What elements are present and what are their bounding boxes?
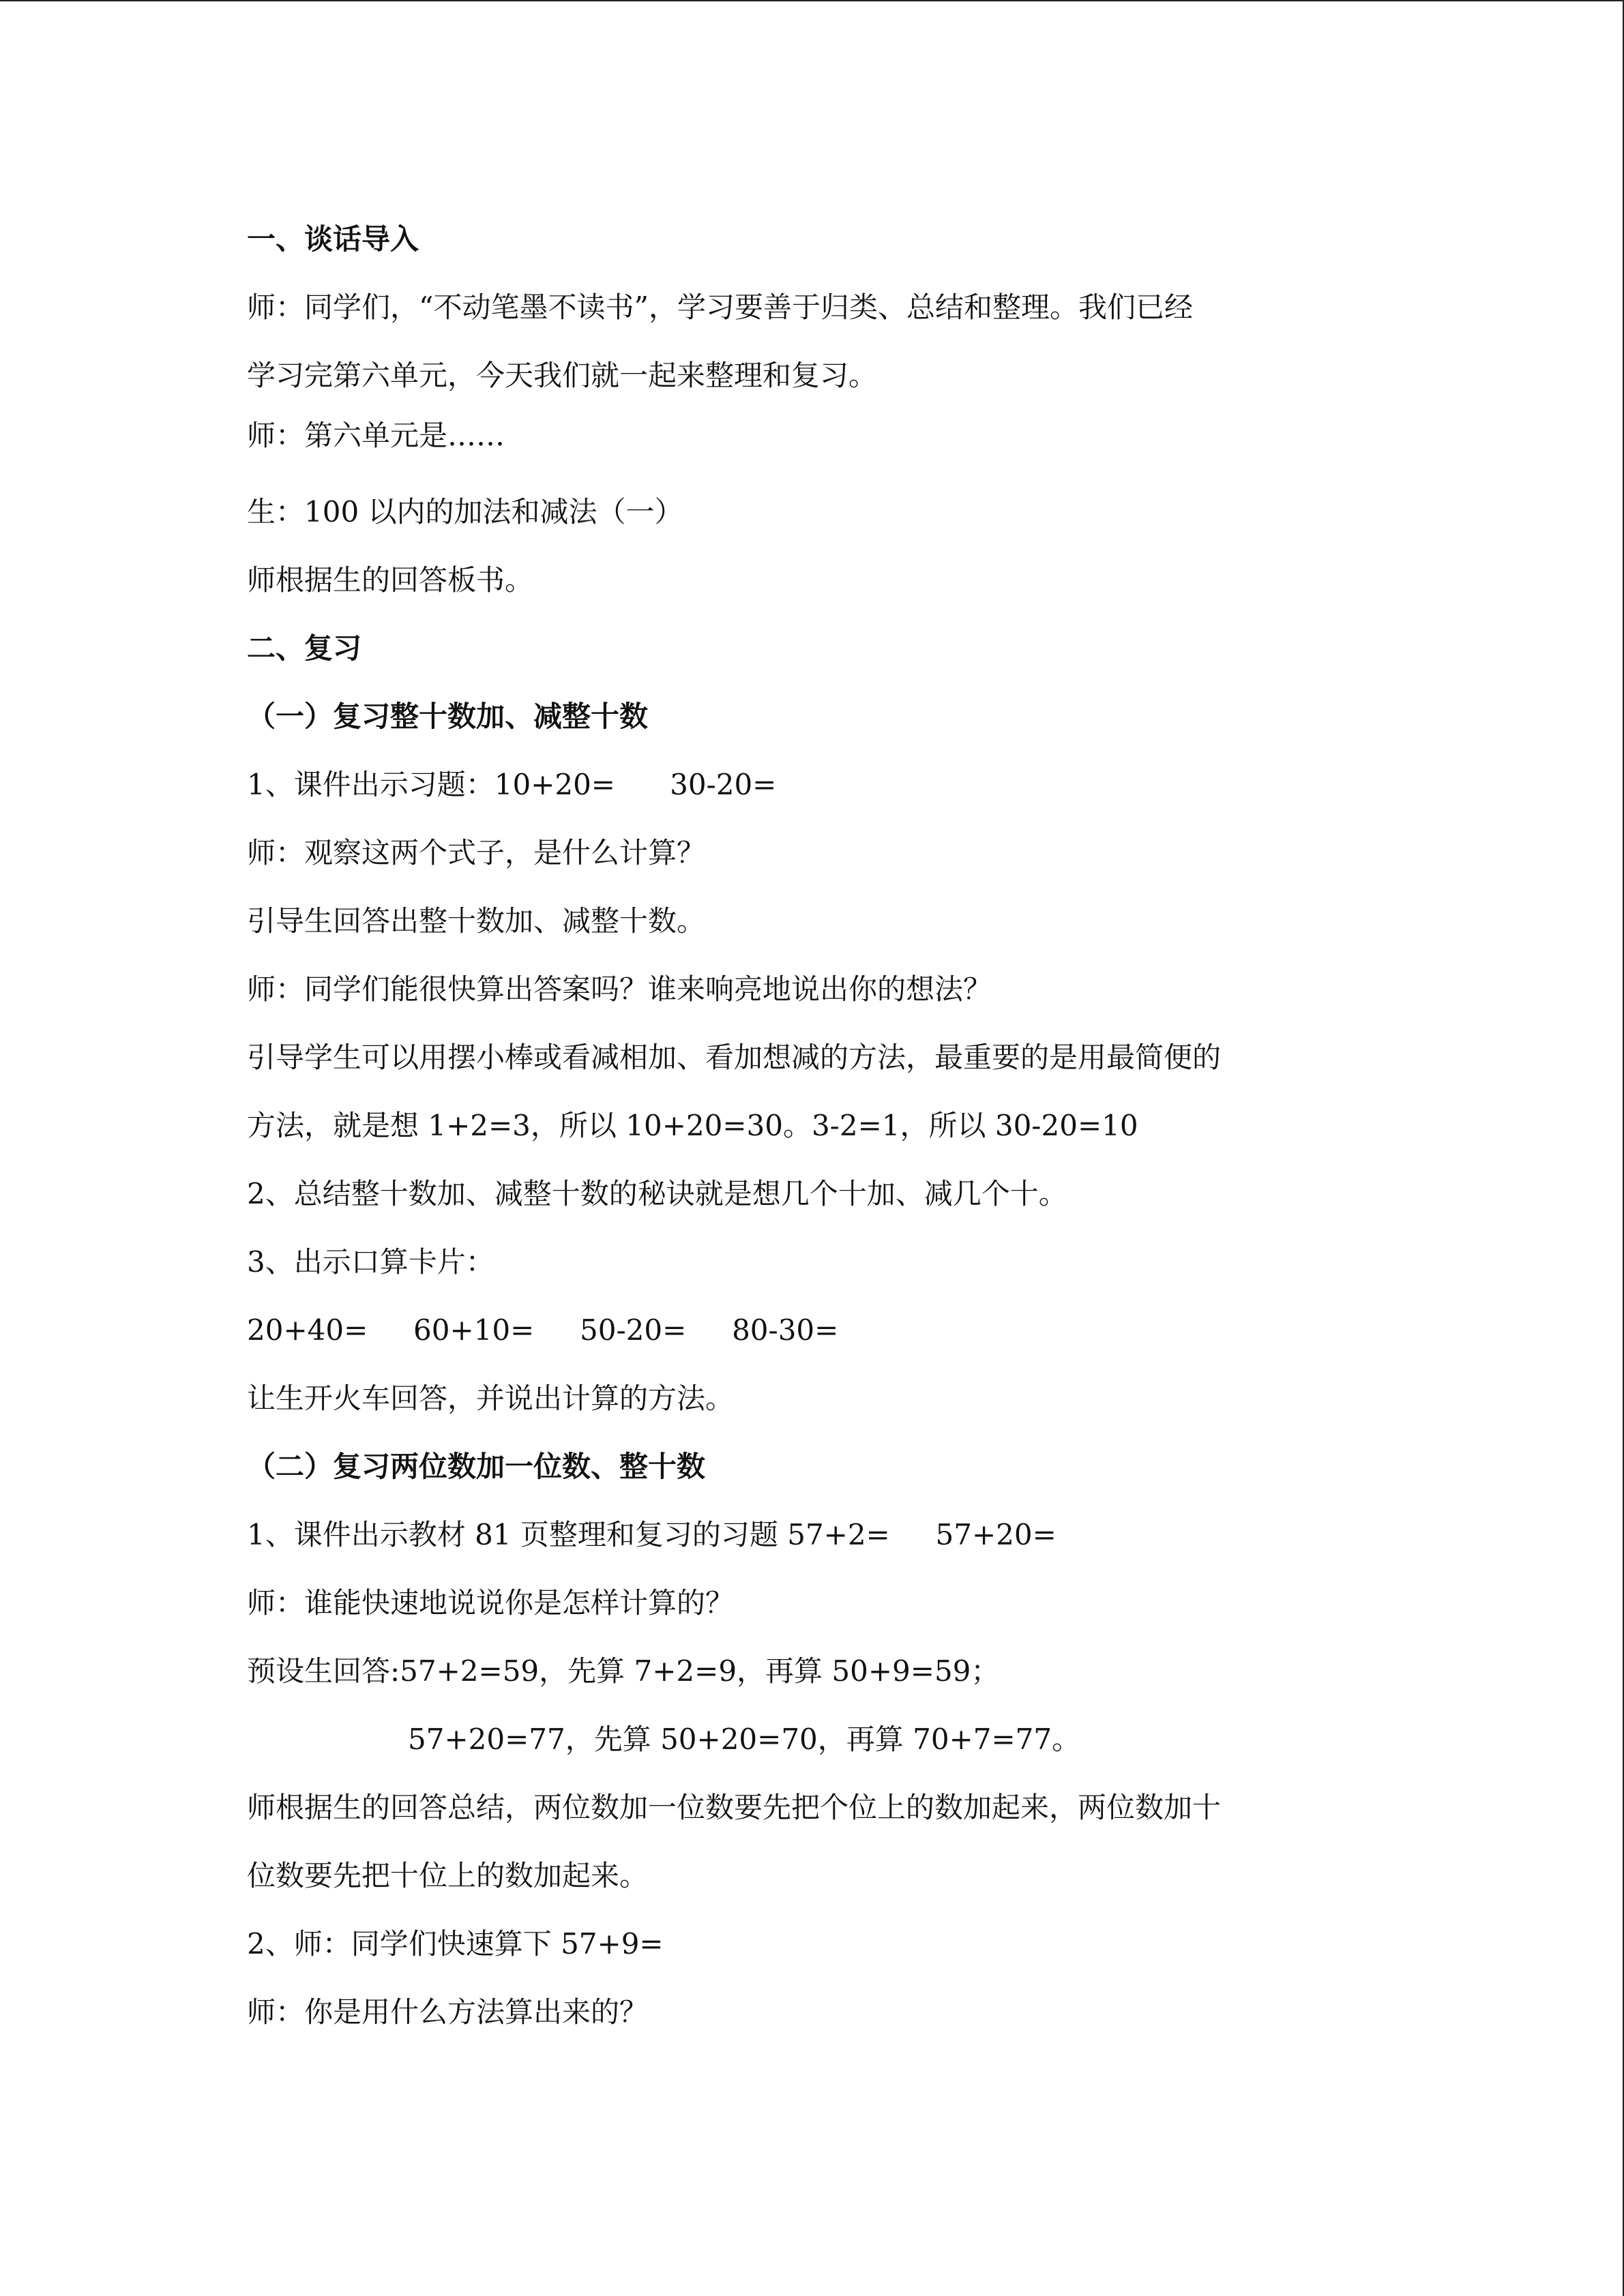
paragraph-line: 引导生回答出整十数加、减整十数。 — [247, 904, 706, 938]
paragraph-line: 2、师：同学们快速算下 57+9= — [247, 1927, 664, 1960]
paragraph-line: 师根据生的回答总结，两位数加一位数要先把个位上的数加起来，两位数加十 — [247, 1791, 1222, 1824]
paragraph-line: 师：同学们能很快算出答案吗？谁来响亮地说出你的想法？ — [247, 972, 992, 1006]
paragraph-line: 师根据生的回答板书。 — [247, 563, 534, 597]
paragraph-line-indented: 57+20=77，先算 50+20=70，再算 70+7=77。 — [408, 1723, 1081, 1756]
paragraph-line: 20+40= 60+10= 50-20= 80-30= — [247, 1313, 839, 1347]
paragraph-line: 师：观察这两个式子，是什么计算？ — [247, 836, 706, 869]
subsection-heading-2: （二）复习两位数加一位数、整十数 — [247, 1450, 706, 1483]
paragraph-line: 方法，就是想 1+2=3，所以 10+20=30。3-2=1，所以 30-20=10 — [247, 1109, 1138, 1142]
section-heading-intro: 一、谈话导入 — [247, 222, 419, 256]
paragraph-line: 让生开火车回答，并说出计算的方法。 — [247, 1382, 735, 1415]
paragraph-line: 2、总结整十数加、减整十数的秘诀就是想几个十加、减几个十。 — [247, 1177, 1067, 1210]
paragraph-line: 引导学生可以用摆小棒或看减相加、看加想减的方法，最重要的是用最简便的 — [247, 1041, 1222, 1074]
paragraph-line: 师：你是用什么方法算出来的？ — [247, 1995, 649, 2029]
paragraph-line: 预设生回答:57+2=59，先算 7+2=9，再算 50+9=59； — [247, 1654, 1000, 1688]
paragraph-line: 师：同学们，“不动笔墨不读书”，学习要善于归类、总结和整理。我们已经 — [247, 290, 1193, 324]
paragraph-line: 生：100 以内的加法和减法（一） — [247, 495, 683, 528]
paragraph-line: 1、课件出示习题：10+20= 30-20= — [247, 768, 777, 801]
paragraph-line: 师：谁能快速地说说你是怎样计算的？ — [247, 1586, 735, 1620]
paragraph-line: 学习完第六单元，今天我们就一起来整理和复习。 — [247, 359, 878, 392]
paragraph-line: 1、课件出示教材 81 页整理和复习的习题 57+2= 57+20= — [247, 1518, 1057, 1551]
paragraph-line: 师：第六单元是…… — [247, 419, 505, 452]
paragraph-line: 3、出示口算卡片： — [247, 1245, 494, 1279]
section-heading-review: 二、复习 — [247, 631, 362, 665]
subsection-heading-1: （一）复习整十数加、减整十数 — [247, 700, 649, 733]
top-border-line — [0, 0, 1624, 1]
paragraph-line: 位数要先把十位上的数加起来。 — [247, 1859, 649, 1892]
